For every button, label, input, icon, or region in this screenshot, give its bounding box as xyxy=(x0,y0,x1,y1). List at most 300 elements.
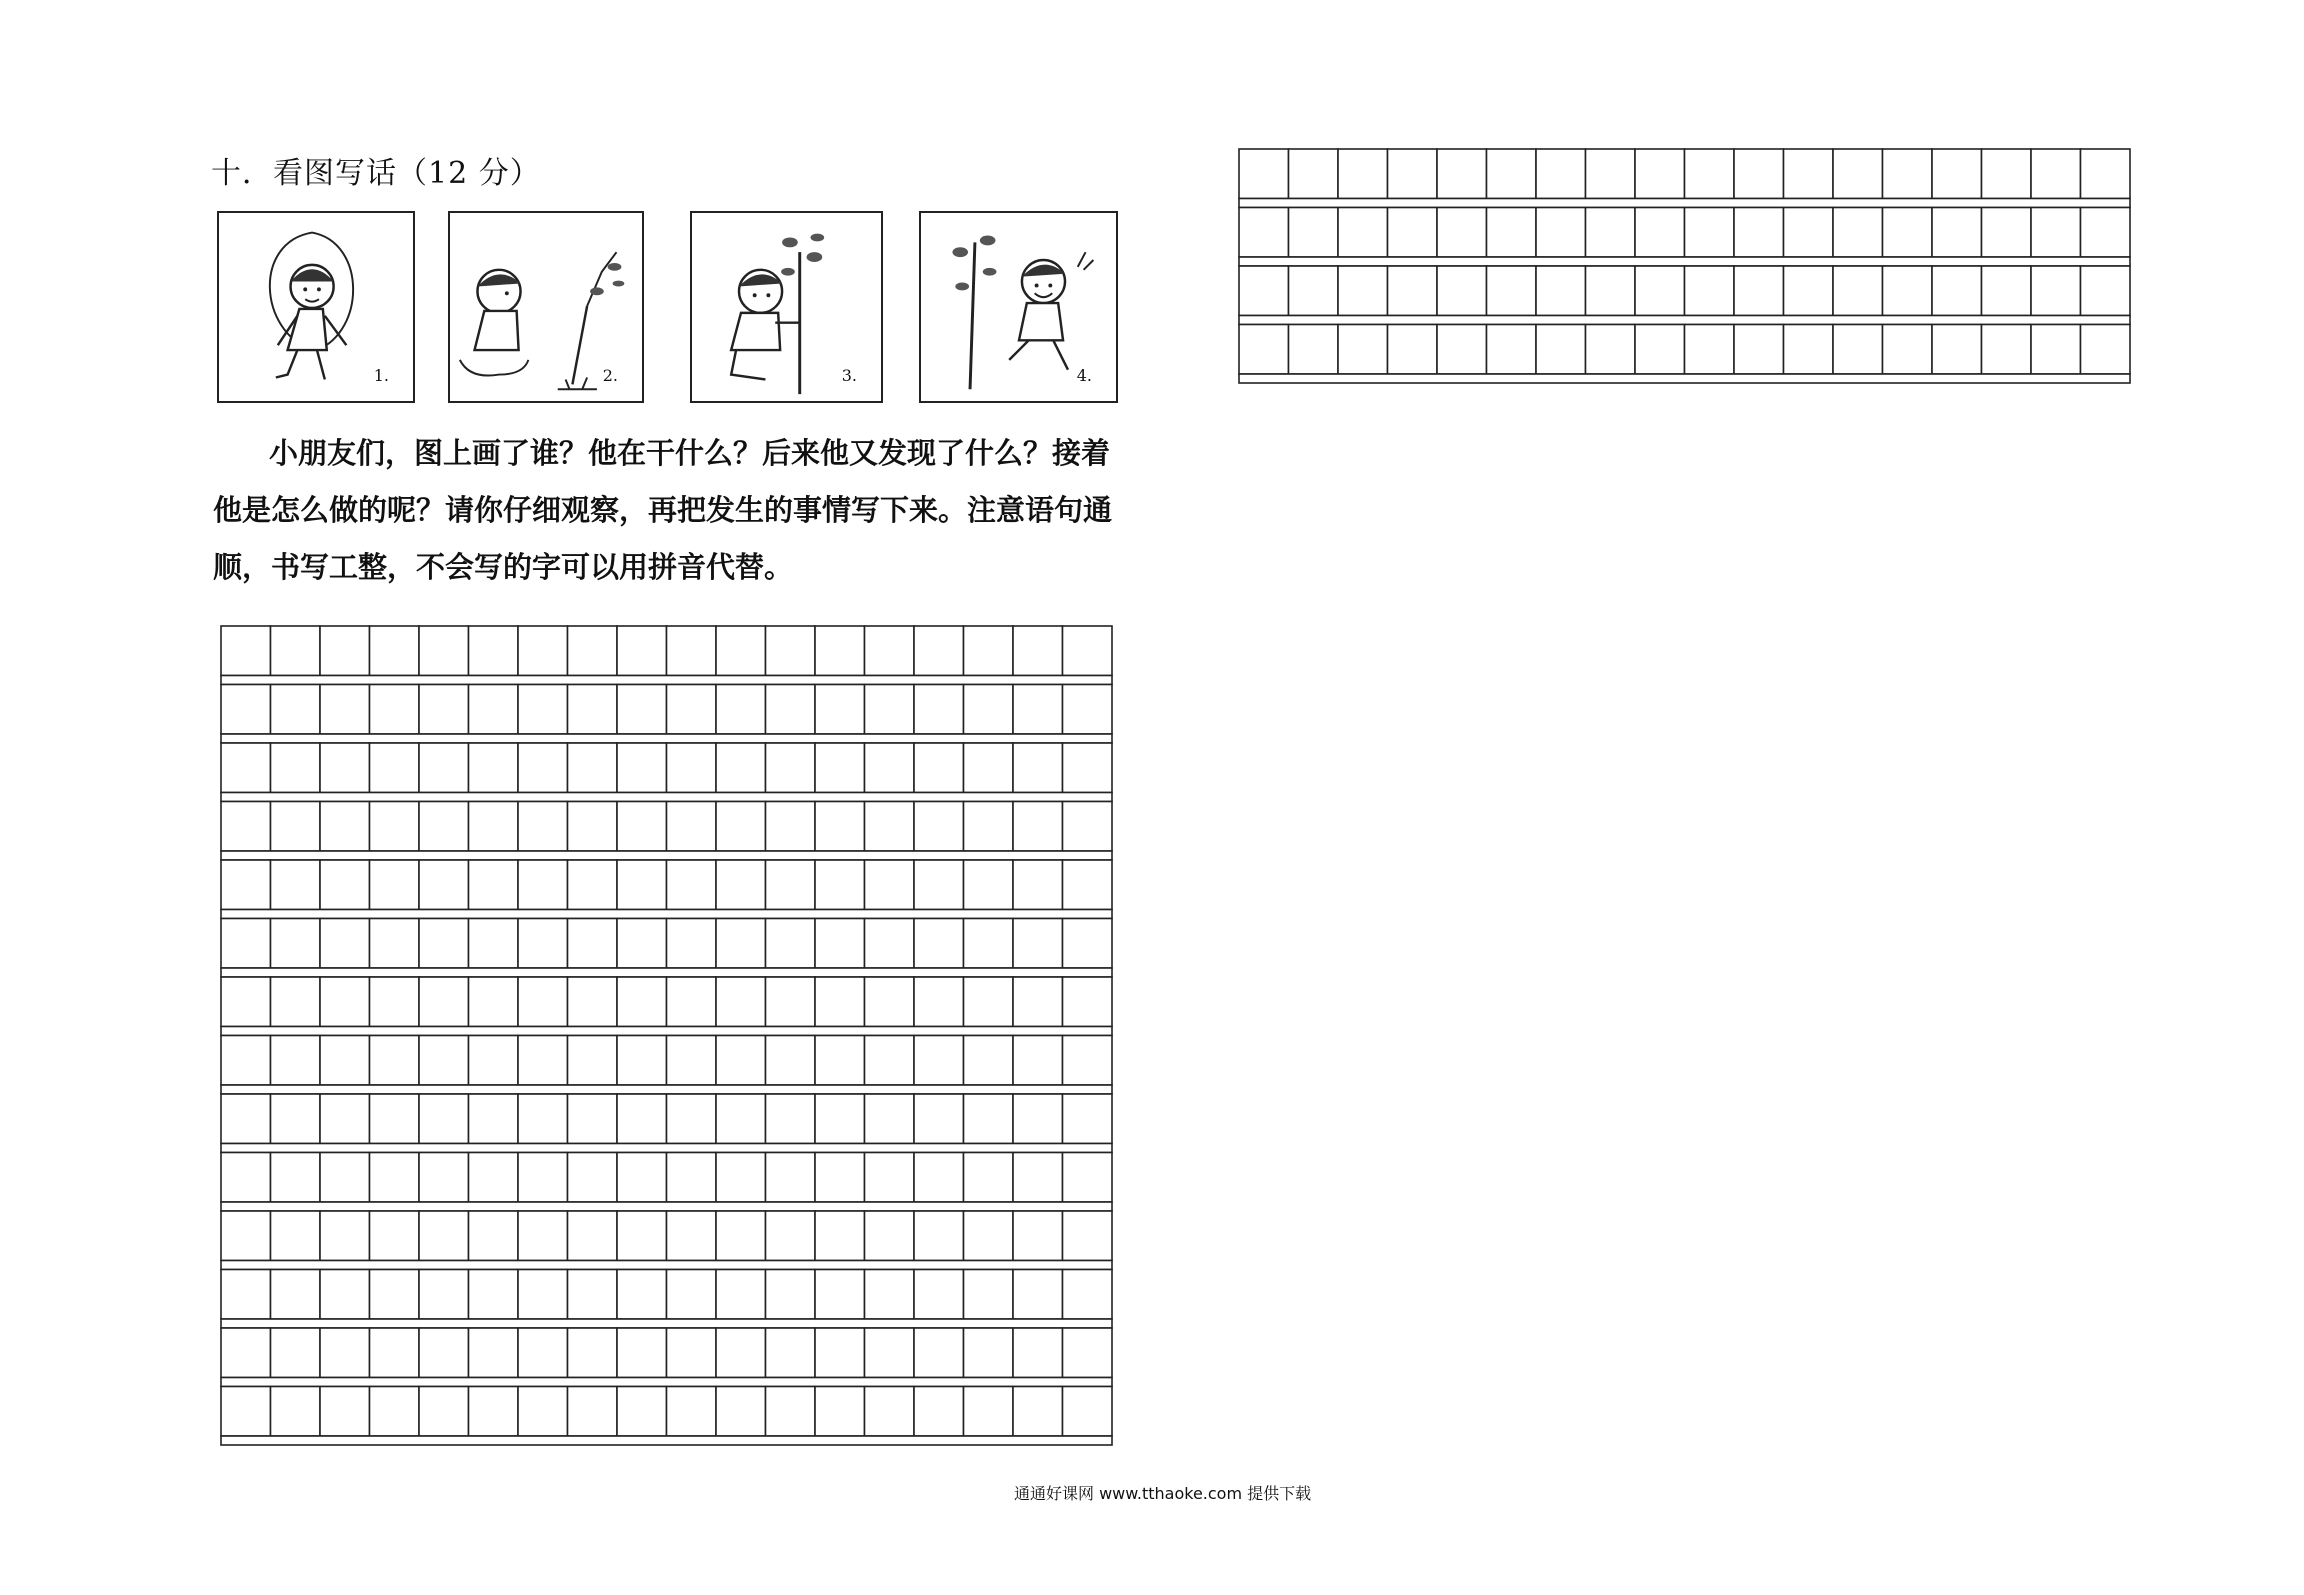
grid-cell[interactable] xyxy=(2081,208,2131,258)
grid-cell[interactable] xyxy=(271,1036,321,1086)
grid-cell[interactable] xyxy=(221,743,271,793)
grid-cell[interactable] xyxy=(964,977,1014,1027)
grid-cell[interactable] xyxy=(1338,266,1388,316)
grid-cell[interactable] xyxy=(1586,325,1636,375)
grid-cell[interactable] xyxy=(766,977,816,1027)
grid-cell[interactable] xyxy=(766,1036,816,1086)
grid-cell[interactable] xyxy=(1063,743,1113,793)
grid-cell[interactable] xyxy=(518,1036,568,1086)
grid-cell[interactable] xyxy=(320,743,370,793)
grid-cell[interactable] xyxy=(667,626,717,676)
grid-cell[interactable] xyxy=(667,802,717,852)
grid-cell[interactable] xyxy=(766,802,816,852)
grid-cell[interactable] xyxy=(1784,149,1834,199)
grid-cell[interactable] xyxy=(568,1211,618,1261)
grid-cell[interactable] xyxy=(667,919,717,969)
grid-cell[interactable] xyxy=(1289,325,1339,375)
grid-cell[interactable] xyxy=(1536,208,1586,258)
grid-cell[interactable] xyxy=(518,860,568,910)
grid-cell[interactable] xyxy=(1635,149,1685,199)
grid-cell[interactable] xyxy=(370,1270,420,1320)
grid-cell[interactable] xyxy=(766,1387,816,1437)
grid-cell[interactable] xyxy=(865,1094,915,1144)
grid-cell[interactable] xyxy=(1685,149,1735,199)
grid-cell[interactable] xyxy=(1833,325,1883,375)
grid-cell[interactable] xyxy=(1388,266,1438,316)
grid-cell[interactable] xyxy=(716,977,766,1027)
grid-cell[interactable] xyxy=(914,1328,964,1378)
grid-cell[interactable] xyxy=(1063,860,1113,910)
grid-cell[interactable] xyxy=(221,860,271,910)
grid-cell[interactable] xyxy=(1784,325,1834,375)
grid-cell[interactable] xyxy=(1013,860,1063,910)
grid-cell[interactable] xyxy=(370,860,420,910)
grid-cell[interactable] xyxy=(271,1387,321,1437)
grid-cell[interactable] xyxy=(320,919,370,969)
grid-cell[interactable] xyxy=(1685,266,1735,316)
grid-cell[interactable] xyxy=(419,1211,469,1261)
grid-cell[interactable] xyxy=(1982,325,2032,375)
grid-cell[interactable] xyxy=(1883,266,1933,316)
grid-cell[interactable] xyxy=(568,1036,618,1086)
grid-cell[interactable] xyxy=(469,1036,519,1086)
grid-cell[interactable] xyxy=(271,919,321,969)
grid-cell[interactable] xyxy=(1239,325,1289,375)
grid-cell[interactable] xyxy=(1013,1153,1063,1203)
grid-cell[interactable] xyxy=(865,1270,915,1320)
grid-cell[interactable] xyxy=(1239,208,1289,258)
grid-cell[interactable] xyxy=(1932,149,1982,199)
grid-cell[interactable] xyxy=(914,919,964,969)
grid-cell[interactable] xyxy=(518,685,568,735)
grid-cell[interactable] xyxy=(518,1270,568,1320)
grid-cell[interactable] xyxy=(1239,266,1289,316)
grid-cell[interactable] xyxy=(221,1153,271,1203)
grid-cell[interactable] xyxy=(667,977,717,1027)
grid-cell[interactable] xyxy=(568,860,618,910)
grid-cell[interactable] xyxy=(469,977,519,1027)
grid-cell[interactable] xyxy=(865,1328,915,1378)
grid-cell[interactable] xyxy=(419,1036,469,1086)
grid-cell[interactable] xyxy=(1013,977,1063,1027)
grid-cell[interactable] xyxy=(1063,977,1113,1027)
grid-cell[interactable] xyxy=(667,1270,717,1320)
grid-cell[interactable] xyxy=(1289,266,1339,316)
grid-cell[interactable] xyxy=(271,1270,321,1320)
grid-cell[interactable] xyxy=(667,743,717,793)
grid-cell[interactable] xyxy=(2031,208,2081,258)
grid-cell[interactable] xyxy=(716,860,766,910)
grid-cell[interactable] xyxy=(1536,149,1586,199)
grid-cell[interactable] xyxy=(1063,802,1113,852)
grid-cell[interactable] xyxy=(1982,149,2032,199)
grid-cell[interactable] xyxy=(964,919,1014,969)
grid-cell[interactable] xyxy=(964,1328,1014,1378)
grid-cell[interactable] xyxy=(1833,149,1883,199)
grid-cell[interactable] xyxy=(766,860,816,910)
grid-cell[interactable] xyxy=(221,1328,271,1378)
grid-cell[interactable] xyxy=(766,1094,816,1144)
grid-cell[interactable] xyxy=(1685,325,1735,375)
grid-cell[interactable] xyxy=(568,977,618,1027)
grid-cell[interactable] xyxy=(1289,149,1339,199)
grid-cell[interactable] xyxy=(518,1094,568,1144)
grid-cell[interactable] xyxy=(1833,208,1883,258)
grid-cell[interactable] xyxy=(370,1211,420,1261)
grid-cell[interactable] xyxy=(2031,266,2081,316)
grid-cell[interactable] xyxy=(865,1387,915,1437)
grid-cell[interactable] xyxy=(568,743,618,793)
grid-cell[interactable] xyxy=(617,626,667,676)
grid-cell[interactable] xyxy=(964,1387,1014,1437)
grid-cell[interactable] xyxy=(617,1153,667,1203)
grid-cell[interactable] xyxy=(1883,325,1933,375)
grid-cell[interactable] xyxy=(1289,208,1339,258)
grid-cell[interactable] xyxy=(518,1387,568,1437)
grid-cell[interactable] xyxy=(320,802,370,852)
grid-cell[interactable] xyxy=(815,626,865,676)
grid-cell[interactable] xyxy=(568,1270,618,1320)
grid-cell[interactable] xyxy=(815,743,865,793)
grid-cell[interactable] xyxy=(1388,325,1438,375)
grid-cell[interactable] xyxy=(1063,1211,1113,1261)
grid-cell[interactable] xyxy=(815,1211,865,1261)
grid-cell[interactable] xyxy=(1487,325,1537,375)
grid-cell[interactable] xyxy=(1239,149,1289,199)
grid-cell[interactable] xyxy=(469,1328,519,1378)
grid-cell[interactable] xyxy=(914,1153,964,1203)
grid-cell[interactable] xyxy=(221,977,271,1027)
grid-cell[interactable] xyxy=(320,1036,370,1086)
grid-cell[interactable] xyxy=(716,1153,766,1203)
grid-cell[interactable] xyxy=(1635,325,1685,375)
grid-cell[interactable] xyxy=(716,685,766,735)
grid-cell[interactable] xyxy=(1338,149,1388,199)
grid-cell[interactable] xyxy=(1013,1094,1063,1144)
grid-cell[interactable] xyxy=(271,1211,321,1261)
grid-cell[interactable] xyxy=(1784,266,1834,316)
grid-cell[interactable] xyxy=(271,626,321,676)
grid-cell[interactable] xyxy=(716,802,766,852)
grid-cell[interactable] xyxy=(914,1211,964,1261)
grid-cell[interactable] xyxy=(1487,266,1537,316)
grid-cell[interactable] xyxy=(271,1328,321,1378)
grid-cell[interactable] xyxy=(964,1211,1014,1261)
grid-cell[interactable] xyxy=(1635,266,1685,316)
grid-cell[interactable] xyxy=(271,685,321,735)
grid-cell[interactable] xyxy=(320,1153,370,1203)
grid-cell[interactable] xyxy=(320,685,370,735)
grid-cell[interactable] xyxy=(1013,743,1063,793)
grid-cell[interactable] xyxy=(1063,1328,1113,1378)
grid-cell[interactable] xyxy=(419,919,469,969)
grid-cell[interactable] xyxy=(419,802,469,852)
grid-cell[interactable] xyxy=(370,1036,420,1086)
grid-cell[interactable] xyxy=(469,860,519,910)
grid-cell[interactable] xyxy=(271,1153,321,1203)
grid-cell[interactable] xyxy=(568,1387,618,1437)
grid-cell[interactable] xyxy=(716,743,766,793)
grid-cell[interactable] xyxy=(469,1153,519,1203)
grid-cell[interactable] xyxy=(865,743,915,793)
grid-cell[interactable] xyxy=(469,1094,519,1144)
grid-cell[interactable] xyxy=(419,685,469,735)
grid-cell[interactable] xyxy=(667,685,717,735)
grid-cell[interactable] xyxy=(667,860,717,910)
grid-cell[interactable] xyxy=(815,1387,865,1437)
grid-cell[interactable] xyxy=(221,1270,271,1320)
grid-cell[interactable] xyxy=(469,685,519,735)
grid-cell[interactable] xyxy=(964,1094,1014,1144)
grid-cell[interactable] xyxy=(320,860,370,910)
grid-cell[interactable] xyxy=(1013,1387,1063,1437)
grid-cell[interactable] xyxy=(1536,325,1586,375)
grid-cell[interactable] xyxy=(1437,325,1487,375)
grid-cell[interactable] xyxy=(271,743,321,793)
grid-cell[interactable] xyxy=(914,802,964,852)
grid-cell[interactable] xyxy=(716,1387,766,1437)
grid-cell[interactable] xyxy=(766,743,816,793)
grid-cell[interactable] xyxy=(815,1036,865,1086)
grid-cell[interactable] xyxy=(419,743,469,793)
grid-cell[interactable] xyxy=(1932,208,1982,258)
grid-cell[interactable] xyxy=(815,802,865,852)
grid-cell[interactable] xyxy=(518,1328,568,1378)
grid-cell[interactable] xyxy=(221,1211,271,1261)
grid-cell[interactable] xyxy=(1437,149,1487,199)
grid-cell[interactable] xyxy=(320,1328,370,1378)
grid-cell[interactable] xyxy=(1013,685,1063,735)
grid-cell[interactable] xyxy=(271,977,321,1027)
grid-cell[interactable] xyxy=(914,1270,964,1320)
grid-cell[interactable] xyxy=(568,626,618,676)
grid-cell[interactable] xyxy=(667,1094,717,1144)
grid-cell[interactable] xyxy=(320,626,370,676)
grid-cell[interactable] xyxy=(1586,149,1636,199)
grid-cell[interactable] xyxy=(667,1036,717,1086)
grid-cell[interactable] xyxy=(1734,149,1784,199)
grid-cell[interactable] xyxy=(221,626,271,676)
grid-cell[interactable] xyxy=(815,1094,865,1144)
grid-cell[interactable] xyxy=(914,1387,964,1437)
grid-cell[interactable] xyxy=(766,685,816,735)
grid-cell[interactable] xyxy=(1932,266,1982,316)
grid-cell[interactable] xyxy=(1063,626,1113,676)
grid-cell[interactable] xyxy=(914,977,964,1027)
grid-cell[interactable] xyxy=(1013,802,1063,852)
grid-cell[interactable] xyxy=(518,802,568,852)
grid-cell[interactable] xyxy=(568,1153,618,1203)
grid-cell[interactable] xyxy=(964,1270,1014,1320)
grid-cell[interactable] xyxy=(964,685,1014,735)
grid-cell[interactable] xyxy=(419,1328,469,1378)
grid-cell[interactable] xyxy=(419,626,469,676)
grid-cell[interactable] xyxy=(221,1387,271,1437)
grid-cell[interactable] xyxy=(1063,685,1113,735)
grid-cell[interactable] xyxy=(914,743,964,793)
grid-cell[interactable] xyxy=(221,1094,271,1144)
grid-cell[interactable] xyxy=(2081,149,2131,199)
grid-cell[interactable] xyxy=(865,1153,915,1203)
grid-cell[interactable] xyxy=(865,802,915,852)
grid-cell[interactable] xyxy=(320,1094,370,1144)
grid-cell[interactable] xyxy=(1734,208,1784,258)
grid-cell[interactable] xyxy=(568,802,618,852)
grid-cell[interactable] xyxy=(617,685,667,735)
grid-cell[interactable] xyxy=(370,743,420,793)
grid-cell[interactable] xyxy=(370,626,420,676)
grid-cell[interactable] xyxy=(1013,626,1063,676)
grid-cell[interactable] xyxy=(1338,208,1388,258)
grid-cell[interactable] xyxy=(1063,1387,1113,1437)
grid-cell[interactable] xyxy=(667,1387,717,1437)
grid-cell[interactable] xyxy=(370,685,420,735)
grid-cell[interactable] xyxy=(1013,1211,1063,1261)
grid-cell[interactable] xyxy=(865,626,915,676)
grid-cell[interactable] xyxy=(716,1036,766,1086)
grid-cell[interactable] xyxy=(617,919,667,969)
grid-cell[interactable] xyxy=(716,626,766,676)
grid-cell[interactable] xyxy=(1487,149,1537,199)
grid-cell[interactable] xyxy=(419,1094,469,1144)
grid-cell[interactable] xyxy=(2081,325,2131,375)
grid-cell[interactable] xyxy=(1883,208,1933,258)
grid-cell[interactable] xyxy=(914,626,964,676)
grid-cell[interactable] xyxy=(815,1153,865,1203)
grid-cell[interactable] xyxy=(469,1211,519,1261)
grid-cell[interactable] xyxy=(568,685,618,735)
grid-cell[interactable] xyxy=(221,1036,271,1086)
grid-cell[interactable] xyxy=(865,977,915,1027)
grid-cell[interactable] xyxy=(1734,325,1784,375)
grid-cell[interactable] xyxy=(716,1211,766,1261)
grid-cell[interactable] xyxy=(716,919,766,969)
grid-cell[interactable] xyxy=(914,860,964,910)
grid-cell[interactable] xyxy=(1063,1036,1113,1086)
grid-cell[interactable] xyxy=(1586,266,1636,316)
grid-cell[interactable] xyxy=(1388,208,1438,258)
grid-cell[interactable] xyxy=(1063,1094,1113,1144)
grid-cell[interactable] xyxy=(370,802,420,852)
grid-cell[interactable] xyxy=(271,1094,321,1144)
grid-cell[interactable] xyxy=(1013,1328,1063,1378)
grid-cell[interactable] xyxy=(1063,1270,1113,1320)
grid-cell[interactable] xyxy=(271,802,321,852)
grid-cell[interactable] xyxy=(1586,208,1636,258)
grid-cell[interactable] xyxy=(320,1270,370,1320)
grid-cell[interactable] xyxy=(667,1211,717,1261)
grid-cell[interactable] xyxy=(1883,149,1933,199)
grid-cell[interactable] xyxy=(716,1094,766,1144)
grid-cell[interactable] xyxy=(370,977,420,1027)
grid-cell[interactable] xyxy=(617,1211,667,1261)
grid-cell[interactable] xyxy=(2031,325,2081,375)
grid-cell[interactable] xyxy=(617,802,667,852)
grid-cell[interactable] xyxy=(1338,325,1388,375)
grid-cell[interactable] xyxy=(1437,208,1487,258)
grid-cell[interactable] xyxy=(320,1211,370,1261)
grid-cell[interactable] xyxy=(1734,266,1784,316)
grid-cell[interactable] xyxy=(964,1036,1014,1086)
grid-cell[interactable] xyxy=(865,860,915,910)
grid-cell[interactable] xyxy=(419,1387,469,1437)
grid-cell[interactable] xyxy=(469,1387,519,1437)
grid-cell[interactable] xyxy=(815,919,865,969)
grid-cell[interactable] xyxy=(568,919,618,969)
grid-cell[interactable] xyxy=(469,626,519,676)
grid-cell[interactable] xyxy=(518,1211,568,1261)
grid-cell[interactable] xyxy=(1388,149,1438,199)
grid-cell[interactable] xyxy=(766,1270,816,1320)
grid-cell[interactable] xyxy=(518,743,568,793)
grid-cell[interactable] xyxy=(766,1153,816,1203)
grid-cell[interactable] xyxy=(1685,208,1735,258)
grid-cell[interactable] xyxy=(914,1036,964,1086)
grid-cell[interactable] xyxy=(617,743,667,793)
grid-cell[interactable] xyxy=(865,1211,915,1261)
grid-cell[interactable] xyxy=(766,1211,816,1261)
grid-cell[interactable] xyxy=(1833,266,1883,316)
grid-cell[interactable] xyxy=(865,1036,915,1086)
grid-cell[interactable] xyxy=(617,1387,667,1437)
grid-cell[interactable] xyxy=(1536,266,1586,316)
grid-cell[interactable] xyxy=(815,860,865,910)
grid-cell[interactable] xyxy=(419,977,469,1027)
grid-cell[interactable] xyxy=(1063,919,1113,969)
grid-cell[interactable] xyxy=(766,1328,816,1378)
grid-cell[interactable] xyxy=(766,626,816,676)
grid-cell[interactable] xyxy=(964,743,1014,793)
grid-cell[interactable] xyxy=(914,685,964,735)
grid-cell[interactable] xyxy=(865,919,915,969)
grid-cell[interactable] xyxy=(766,919,816,969)
grid-cell[interactable] xyxy=(1784,208,1834,258)
grid-cell[interactable] xyxy=(2031,149,2081,199)
grid-cell[interactable] xyxy=(320,977,370,1027)
grid-cell[interactable] xyxy=(914,1094,964,1144)
grid-cell[interactable] xyxy=(617,1094,667,1144)
grid-cell[interactable] xyxy=(815,1328,865,1378)
grid-cell[interactable] xyxy=(964,860,1014,910)
grid-cell[interactable] xyxy=(419,1153,469,1203)
grid-cell[interactable] xyxy=(419,860,469,910)
grid-cell[interactable] xyxy=(469,743,519,793)
grid-cell[interactable] xyxy=(518,626,568,676)
grid-cell[interactable] xyxy=(1982,266,2032,316)
grid-cell[interactable] xyxy=(1013,1270,1063,1320)
grid-cell[interactable] xyxy=(667,1153,717,1203)
grid-cell[interactable] xyxy=(1437,266,1487,316)
grid-cell[interactable] xyxy=(1932,325,1982,375)
grid-cell[interactable] xyxy=(667,1328,717,1378)
grid-cell[interactable] xyxy=(518,977,568,1027)
grid-cell[interactable] xyxy=(568,1094,618,1144)
grid-cell[interactable] xyxy=(617,1270,667,1320)
grid-cell[interactable] xyxy=(865,685,915,735)
grid-cell[interactable] xyxy=(370,919,420,969)
grid-cell[interactable] xyxy=(964,1153,1014,1203)
grid-cell[interactable] xyxy=(1487,208,1537,258)
grid-cell[interactable] xyxy=(221,685,271,735)
grid-cell[interactable] xyxy=(1063,1153,1113,1203)
grid-cell[interactable] xyxy=(964,626,1014,676)
grid-cell[interactable] xyxy=(518,919,568,969)
grid-cell[interactable] xyxy=(617,860,667,910)
grid-cell[interactable] xyxy=(221,919,271,969)
grid-cell[interactable] xyxy=(617,1328,667,1378)
grid-cell[interactable] xyxy=(2081,266,2131,316)
grid-cell[interactable] xyxy=(518,1153,568,1203)
